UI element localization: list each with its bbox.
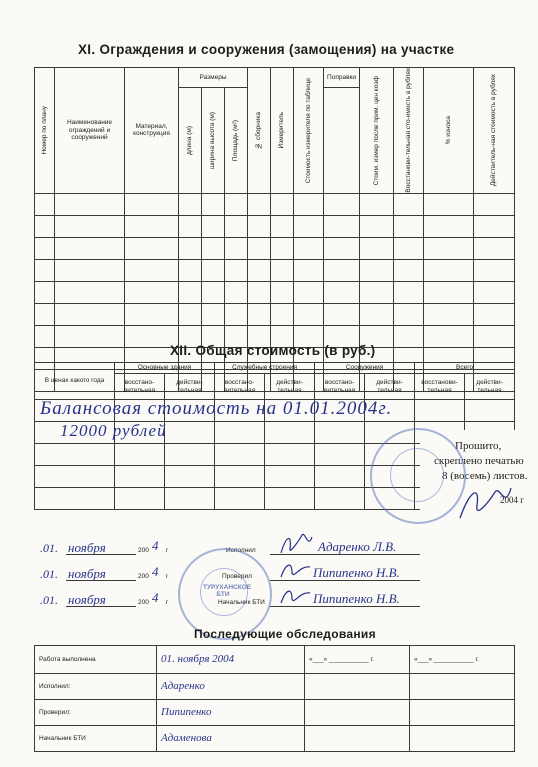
- sig-year-suffix: г: [166, 599, 169, 606]
- table-row: [35, 259, 515, 281]
- sig-role: Начальник БТИ: [218, 599, 265, 606]
- row-col3: [410, 700, 515, 726]
- total-restore: восстанови-тельная: [415, 374, 465, 400]
- table-row: [35, 726, 515, 752]
- row-col2: [305, 674, 410, 700]
- bti-stamp-text: ТУРУХАНСКОЕ БТИ: [203, 584, 252, 599]
- followups-table: [34, 645, 515, 752]
- table-row: [35, 303, 515, 325]
- table-row: [35, 646, 515, 674]
- sig-signer: Пипипенко Н.В.: [313, 565, 400, 580]
- cert-line3: 8 (восемь) листов.: [442, 470, 528, 482]
- header-structures: Сооружения: [315, 363, 415, 374]
- header-num: Номер по плану: [35, 68, 55, 194]
- sig-year-digit: 4: [152, 590, 159, 605]
- header-sizes: Размеры: [179, 68, 248, 88]
- header-correction: Поправки: [324, 68, 360, 88]
- signature-icon: [278, 559, 314, 581]
- sig-month: ноября: [68, 566, 106, 581]
- header-cost-after: Стоим. измер после прим. цен коэф: [360, 68, 394, 194]
- sig-day: .01.: [40, 593, 58, 607]
- row-col3: «___» ___________ г.: [410, 646, 515, 674]
- sig-day: .01.: [40, 541, 58, 555]
- section12-title: XII. Общая стоимость (в руб.): [170, 343, 376, 358]
- sig-year-suffix: г: [166, 547, 169, 554]
- header-main-buildings: Основные здания: [115, 363, 215, 374]
- row-col2: «___» ___________ г.: [305, 646, 410, 674]
- table-row: [35, 700, 515, 726]
- row-label: Начальник БТИ: [35, 726, 157, 752]
- sig-signer: Пипипенко Н.В.: [313, 591, 400, 606]
- header-length: длина (м): [179, 87, 202, 193]
- header-total: Всего: [415, 363, 515, 374]
- sig-month: ноября: [68, 540, 106, 555]
- header-prices-year: В ценах какого года: [35, 363, 115, 400]
- row-hand: 01. ноября 2004: [157, 646, 305, 674]
- main-restore: восстано-вительная: [115, 374, 165, 400]
- total-actual: действи-тельная: [465, 374, 515, 400]
- row-hand: Адаменова: [157, 726, 305, 752]
- table-row: [35, 674, 515, 700]
- service-restore: восстано-вительная: [215, 374, 265, 400]
- handwritten-balance: Балансовая стоимость на 01.01.2004г.: [40, 398, 393, 419]
- cert-date: 2004 г: [500, 495, 524, 505]
- sig-role: Исполнил: [226, 547, 256, 554]
- row-col3: [410, 674, 515, 700]
- main-actual: действи-тельная: [165, 374, 215, 400]
- sig-year-suffix: г: [166, 573, 169, 580]
- table-row: [35, 215, 515, 237]
- correction-blank: [324, 87, 360, 193]
- header-material: Материал, конструкция: [125, 68, 179, 194]
- row-col2: [305, 700, 410, 726]
- service-actual: действи-тельная: [265, 374, 315, 400]
- section11-title: XI. Ограждения и сооружения (замощения) на участке: [78, 42, 455, 57]
- structures-actual: действи-тельная: [365, 374, 415, 400]
- header-wear: % износа: [424, 68, 474, 194]
- row-col3: [410, 726, 515, 752]
- followups-title: Последующие обследования: [194, 627, 376, 641]
- header-name: Наименование ограждений и сооружений: [55, 68, 125, 194]
- sig-year-digit: 4: [152, 564, 159, 579]
- row-label: Исполнил:: [35, 674, 157, 700]
- row-hand: Адаренко: [157, 674, 305, 700]
- header-collection: № сборника: [248, 68, 271, 194]
- header-meter: Измеритель: [271, 68, 294, 194]
- sig-month: ноября: [68, 592, 106, 607]
- header-cost-table: Стоимость измерителя по таблице: [294, 68, 324, 194]
- sig-year-prefix: 200: [138, 599, 149, 606]
- header-service-buildings: Служебные строения: [215, 363, 315, 374]
- sig-day: .01.: [40, 567, 58, 581]
- sig-year-prefix: 200: [138, 547, 149, 554]
- signature-icon: [278, 585, 314, 607]
- cert-line2: скреплено печатью: [434, 455, 524, 467]
- table-row: [35, 281, 515, 303]
- handwritten-amount: 12000 рублей: [60, 421, 167, 440]
- row-hand: Пипипенко: [157, 700, 305, 726]
- signature-rows: [38, 538, 508, 613]
- row-col2: [305, 726, 410, 752]
- header-restore: Восстанови-тельная сто-имость в рублях: [394, 68, 424, 194]
- header-width: ширина высота (м): [202, 87, 225, 193]
- structures-restore: восстано-вительная: [315, 374, 365, 400]
- sig-signer: Адаренко Л.В.: [318, 539, 397, 554]
- sig-role: Проверил: [222, 573, 252, 580]
- sig-year-prefix: 200: [138, 573, 149, 580]
- table-row: [35, 237, 515, 259]
- header-area: Площадь (м²): [225, 87, 248, 193]
- signature-icon: [278, 531, 314, 557]
- row-label: Проверил:: [35, 700, 157, 726]
- table-row: [35, 193, 515, 215]
- sig-year-digit: 4: [152, 538, 159, 553]
- row-label: Работа выполнена: [35, 646, 157, 674]
- stamp-inner-ring: [390, 448, 444, 502]
- header-actual: Действитель-ная стоимость в рублях: [474, 68, 515, 194]
- cert-line1: Прошито,: [455, 440, 502, 452]
